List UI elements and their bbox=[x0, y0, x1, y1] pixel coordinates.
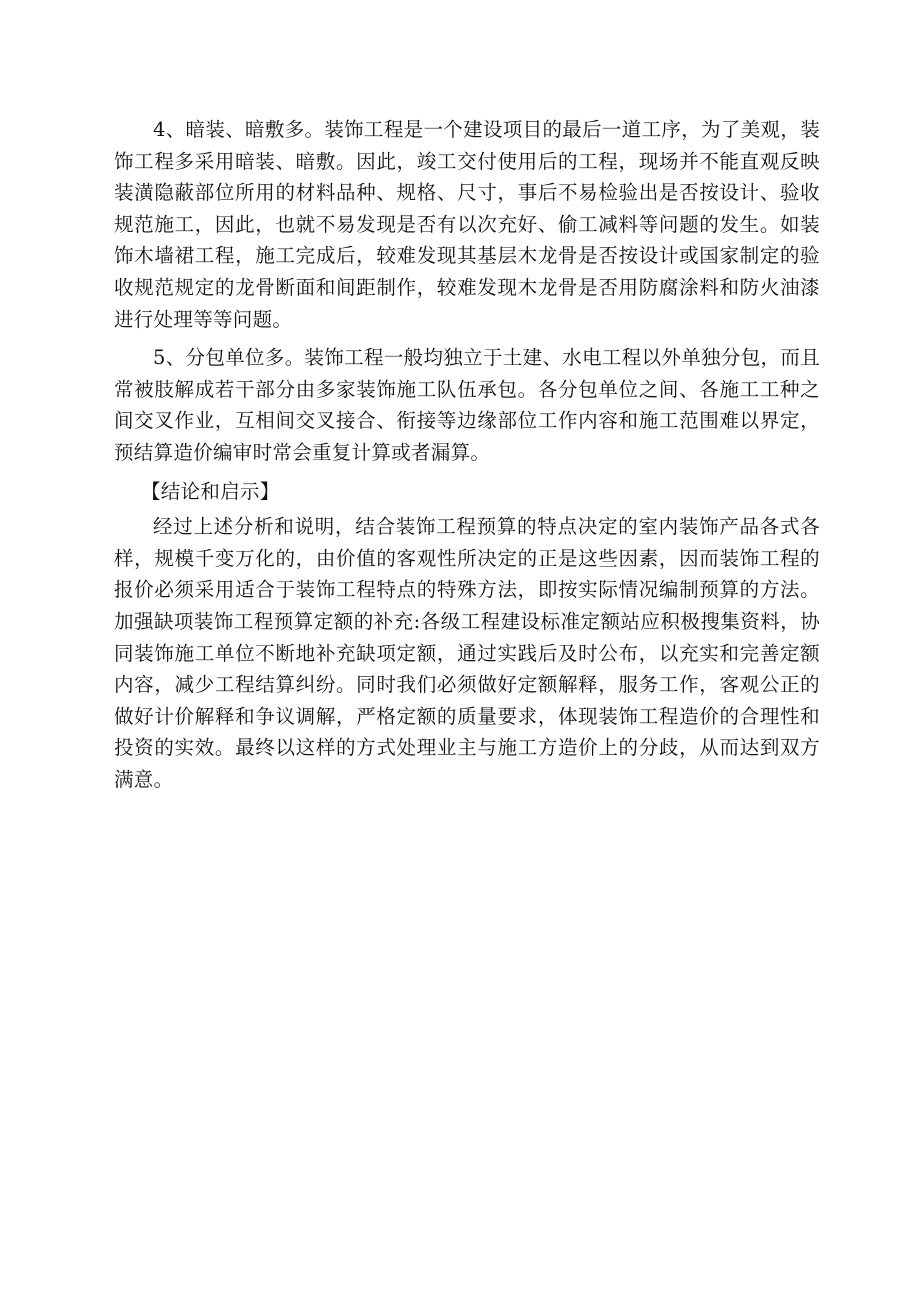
conclusion-paragraph: 经过上述分析和说明，结合装饰工程预算的特点决定的室内装饰产品各式各样，规模千变万化的，由价值的客观性所决定的正是这些因素，因而装饰工程的报价必须采用适合于装饰工程特点的特殊方法，即按实际情况编制预算的方法。加强缺项装饰工程预算定额的补充:各级工程建设标准定额站应积极搜集资料，协同装饰施工单位不断地补充缺项定额，通过实践后及时公布，以充实和完善定额内容，减少工程结算纠纷。同时我们必须做好定额解释，服务工作，客观公正的做好计价解释和争议调解，严格定额的质量要求，体现装饰工程造价的合理性和投资的实效。最终以这样的方式处理业主与施工方造价上的分歧，从而达到双方满意。 bbox=[114, 515, 820, 791]
document-page bbox=[114, 114, 820, 795]
conclusion-heading: 【结论和启示】 bbox=[141, 479, 280, 503]
paragraph-point-4: 4、暗装、暗敷多。装饰工程是一个建设项目的最后一道工序，为了美观，装饰工程多采用暗装、暗敷。因此，竣工交付使用后的工程，现场并不能直观反映装潢隐蔽部位所用的材料品种、规格、尺寸，事后不易检验出是否按设计、验收规范施工，因此，也就不易发现是否有以次充好、偷工减料等问题的发生。如装饰木墙裙工程，施工完成后，较难发现其基层木龙骨是否按设计或国家制定的验收规范规定的龙骨断面和间距制作，较难发现木龙骨是否用防腐涂料和防火油漆进行处理等等问题。 bbox=[114, 118, 820, 331]
paragraph-point-5: 5、分包单位多。装饰工程一般均独立于土建、水电工程以外单独分包，而且常被肢解成若干部分由多家装饰施工队伍承包。各分包单位之间、各施工工种之间交叉作业，互相间交叉接合、衔接等边缘部位工作内容和施工范围难以界定，预结算造价编审时常会重复计算或者漏算。 bbox=[114, 346, 820, 464]
